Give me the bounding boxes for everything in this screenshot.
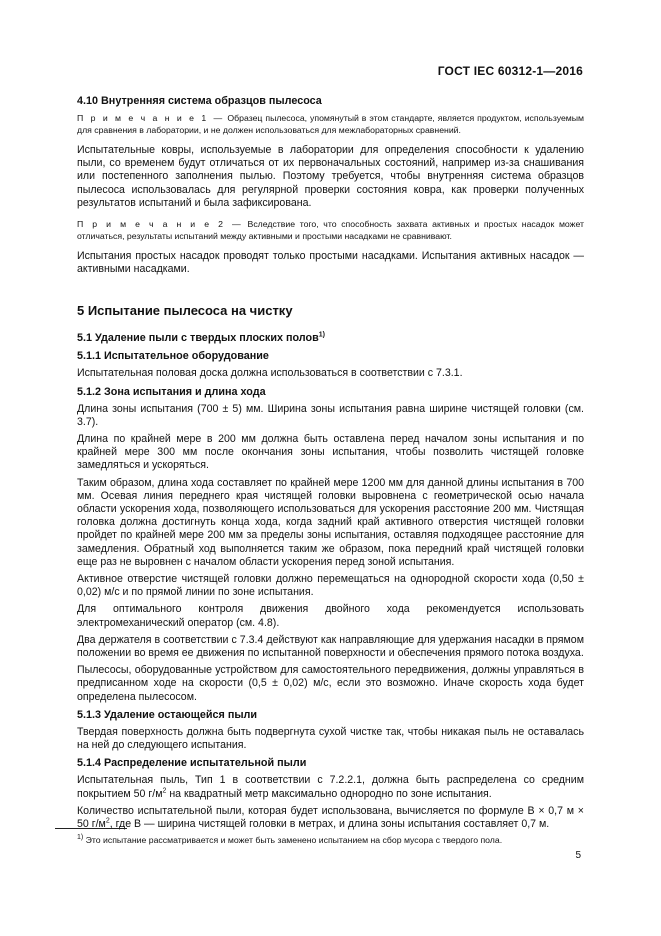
paragraph-5-1-2-4: Активное отверстие чистящей головки должно перемещаться на однородной скорости хода (0,50 ± 0,02) м/с и по прямой линии по зоне испытания. — [77, 573, 584, 599]
section-5-1-1-heading: 5.1.1 Испытательное оборудование — [77, 350, 269, 363]
note-2 — [77, 218, 584, 242]
section-5-1-heading — [77, 331, 584, 345]
footnote — [77, 835, 587, 846]
superscript-2: 2 — [162, 786, 167, 794]
paragraph-5-1-4-2 — [77, 805, 584, 831]
paragraph-5-1-1: Испытательная половая доска должна использоваться в соответствии с 7.3.1. — [77, 367, 463, 380]
footnote-text: Это испытание рассматривается и может быть заменено испытанием на сбор мусора с твердого пола. — [83, 835, 503, 845]
paragraph-5-1-2-7: Пылесосы, оборудованные устройством для самостоятельного передвижения, должны управляться в предписанном ходе на скорости (0,5 ± 0,02) м/с, если это возможно. Иначе скорость хода будет определена пылесосом. — [77, 664, 584, 703]
paragraph-5-1-4-1 — [77, 774, 584, 800]
note-2-label: П р и м е ч а н и е 2 — — [77, 219, 243, 230]
paragraph-5-1-4-1-part-b: на квадратный метр максимально однородно по зоне испытания. — [166, 787, 492, 800]
paragraph-5-1-4-1-part-a: Испытательная пыль, Тип 1 в соответствии с 7.2.2.1, должна быть распределена со средним покрытием 50 г/м — [77, 774, 584, 800]
note-2-text: Вследствие того, что способность захвата активных и простых насадок может отличаться, результаты испытаний между активными и простыми насадками не сравнивают. — [77, 219, 584, 242]
page-number: 5 — [575, 850, 581, 861]
paragraph-4-10-1: Испытательные ковры, используемые в лаборатории для определения способности к удалению пыли, со временем будут отличаться от их первоначальных состояний, например из-за снашивания или постепенного заполнения пылью. Поэтому требуется, чтобы внутренняя система образцов пылесоса использовалась для регулярной проверки состояния ковра, как проверки полученных результатов испытаний и была зафиксирована. — [77, 144, 584, 209]
footnote-reference-mark: 1) — [318, 331, 325, 339]
section-5-1-heading-text: 5.1 Удаление пыли с твердых плоских полов — [77, 332, 319, 345]
paragraph-5-1-2-3: Таким образом, длина хода составляет по крайней мере 1200 мм для данной длины испытания в 700 мм. Осевая линия переднего края чистящей головки выровнена с геометрической осью начала области ускорения хода, позволяющего использоваться для ускорения расстояние 200 мм. Чистящая головка должна достигнуть конца хода, когда задний край активного отверстия чистящей головки пройдет по крайней мере 200 мм за пределы зоны испытания, оставляя подходящее расстояние для замедления. Обратный ход выполняется таким же образом, пока передний край чистящей головки еще раз не выровнен с началом области ускорения перед зоной испытания. — [77, 476, 584, 568]
document-code-header: ГОСТ IEC 60312-1—2016 — [437, 64, 583, 78]
paragraph-5-1-2-5: Для оптимального контроля движения двойного хода рекомендуется использовать электромеханический оператор (см. 4.8). — [77, 603, 584, 629]
superscript-2: 2 — [105, 817, 110, 825]
paragraph-4-10-2: Испытания простых насадок проводят только простыми насадками. Испытания активных насадок — активными насадками. — [77, 250, 584, 276]
footnote-separator — [55, 828, 127, 829]
paragraph-5-1-4-2-part-a: Количество испытательной пыли, которая будет использована, вычисляется по формуле В × 0,7 м × 50 г/м — [77, 804, 584, 830]
note-1-label: П р и м е ч а н и е 1 — — [77, 113, 225, 123]
note-1-text: Образец пылесоса, упомянутый в этом стандарте, является продуктом, используемым для сравнения в лаборатории, и не должен использоваться для межлабораторных сравнений. — [77, 113, 584, 135]
section-5-1-4-heading: 5.1.4 Распределение испытательной пыли — [77, 757, 307, 770]
section-5-1-3-heading: 5.1.3 Удаление остающейся пыли — [77, 708, 258, 721]
paragraph-5-1-2-2: Длина по крайней мере в 200 мм должна быть оставлена перед началом зоны испытания и по крайней мере 300 мм после окончания зоны испытания, чтобы позволить чистящей головке замедляться и ускоряться. — [77, 433, 584, 472]
paragraph-5-1-2-1: Длина зоны испытания (700 ± 5) мм. Ширина зоны испытания равна ширине чистящей головки (см. 3.7). — [77, 402, 584, 428]
footnote-mark: 1) — [77, 834, 84, 842]
paragraph-5-1-2-6: Два держателя в соответствии с 7.3.4 действуют как направляющие для удержания насадки в прямом положении во время ее движения по испытанной поверхности и обеспечения прямого потока воздуха. — [77, 633, 584, 660]
paragraph-5-1-3: Твердая поверхность должна быть подвергнута сухой чистке так, чтобы никакая пыль не оставалась на ней до следующего испытания. — [77, 725, 584, 752]
section-5-1-2-heading: 5.1.2 Зона испытания и длина хода — [77, 385, 266, 398]
section-4-10-heading: 4.10 Внутренняя система образцов пылесоса — [77, 95, 322, 107]
note-1 — [77, 112, 584, 136]
paragraph-5-1-4-2-part-b: , где В — ширина чистящей головки в метрах, и длина зоны испытания составляет 0,7 м. — [109, 817, 550, 830]
page-content — [77, 94, 584, 831]
section-5-heading: 5 Испытание пылесоса на чистку — [77, 303, 293, 319]
